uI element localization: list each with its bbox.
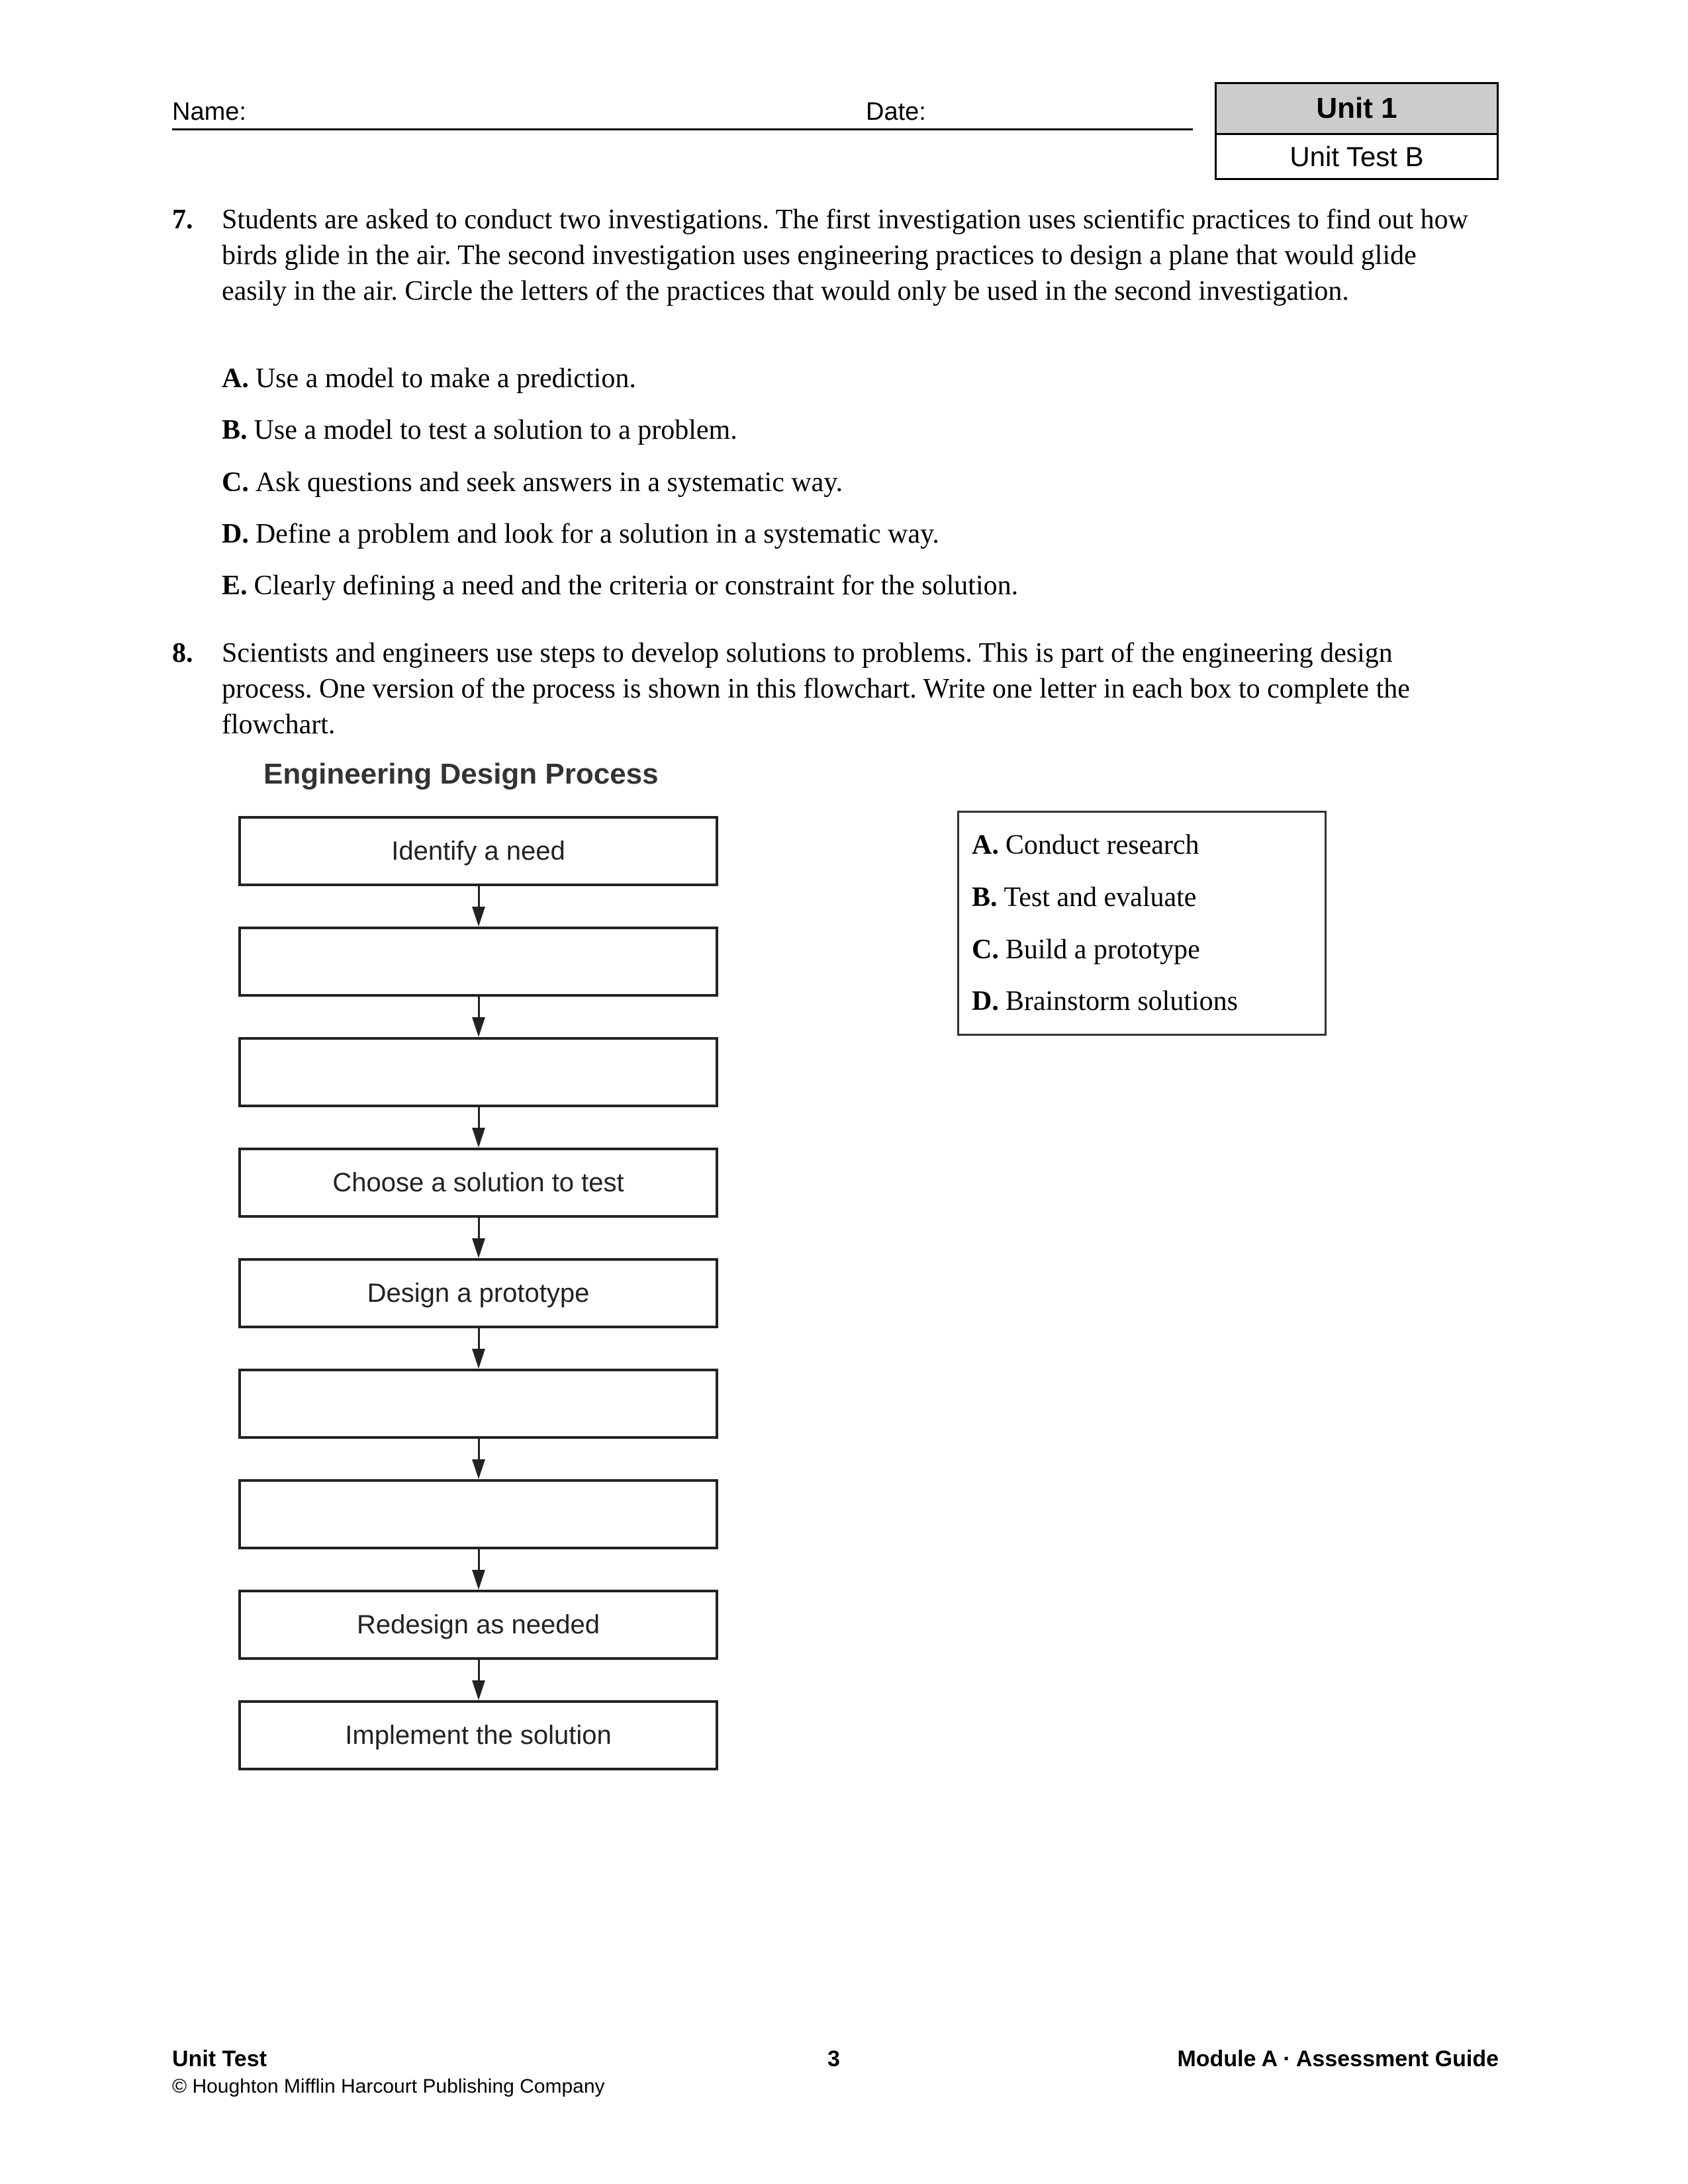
unit-title: Unit 1 [1217,84,1497,135]
copyright: © Houghton Mifflin Harcourt Publishing Company [172,2075,605,2097]
page-number: 3 [827,2046,840,2071]
question-8-text: Scientists and engineers use steps to develop solutions to problems. This is part of the engineering design process. One version of the process is shown in this flowchart. Write one letter in each box to complete the flowchart. [222,638,1410,740]
q7-option-text: Use a model to make a prediction. [255,363,636,394]
footer-left: Unit Test [172,2046,267,2071]
answer-letter: C. [972,934,999,965]
q7-option-letter: D. [222,519,249,549]
answer-letter: A. [972,830,999,860]
question-8-number: 8. [172,638,193,668]
date-label: Date: [866,98,926,126]
flowchart-step-redesign: Redesign as needed [238,1590,718,1660]
flowchart-step-design-prototype: Design a prototype [238,1258,718,1328]
q7-option-letter: B. [222,415,248,445]
arrow-down-icon [476,1439,481,1479]
answer-choice-b [972,882,1196,913]
unit-subtitle: Unit Test B [1289,140,1424,172]
answer-text: Conduct research [1005,830,1199,860]
flowchart-step-choose-solution: Choose a solution to test [238,1148,718,1218]
q7-option-e[interactable] [222,570,1018,602]
answer-text: Brainstorm solutions [1005,986,1239,1017]
answer-letter: D. [972,986,999,1017]
q7-option-letter: A. [222,363,249,394]
arrow-down-icon [476,886,481,927]
answer-text: Test and evaluate [1004,882,1197,913]
q7-option-text: Ask questions and seek answers in a systematic way. [255,467,843,498]
answer-letter: B. [972,882,998,913]
question-7-text: Students are asked to conduct two investigations. The first investigation uses scientific practices to find out how birds glide in the air. The second investigation uses engineering practices to design a plane that would glide easily in the air. Circle the letters of the practices that would only be used in the second investigation. [222,205,1469,306]
name-label: Name: [172,98,246,126]
unit-box [1215,82,1499,180]
q7-option-text: Use a model to test a solution to a problem. [254,415,737,445]
q7-option-text: Define a problem and look for a solution in a systematic way. [255,519,939,549]
arrow-down-icon [476,1660,481,1700]
flowchart-title: Engineering Design Process [263,758,659,790]
flowchart-step-identify-need: Identify a need [238,816,718,886]
arrow-down-icon [476,1107,481,1148]
q7-option-text: Clearly defining a need and the criteria or constraint for the solution. [254,570,1019,601]
arrow-down-icon [476,1328,481,1369]
name-date-line[interactable] [172,97,1193,130]
q7-option-b[interactable] [222,414,737,446]
q7-option-a[interactable] [222,363,636,394]
q7-option-letter: C. [222,467,249,498]
answer-text: Build a prototype [1005,934,1200,965]
flowchart-blank-box-2[interactable] [238,1037,718,1107]
answer-choice-d [972,985,1238,1017]
q7-option-d[interactable] [222,518,939,550]
answer-choice-a [972,829,1199,861]
arrow-down-icon [476,1549,481,1590]
flowchart-step-implement: Implement the solution [238,1700,718,1770]
q7-option-letter: E. [222,570,248,601]
q7-option-c[interactable] [222,467,843,498]
arrow-down-icon [476,997,481,1037]
arrow-down-icon [476,1218,481,1258]
footer-right: Module A · Assessment Guide [1177,2046,1499,2071]
question-7-number: 7. [172,205,193,235]
flowchart-blank-box-4[interactable] [238,1479,718,1549]
flowchart-blank-box-1[interactable] [238,927,718,997]
answer-choice-c [972,934,1200,966]
flowchart-blank-box-3[interactable] [238,1369,718,1439]
